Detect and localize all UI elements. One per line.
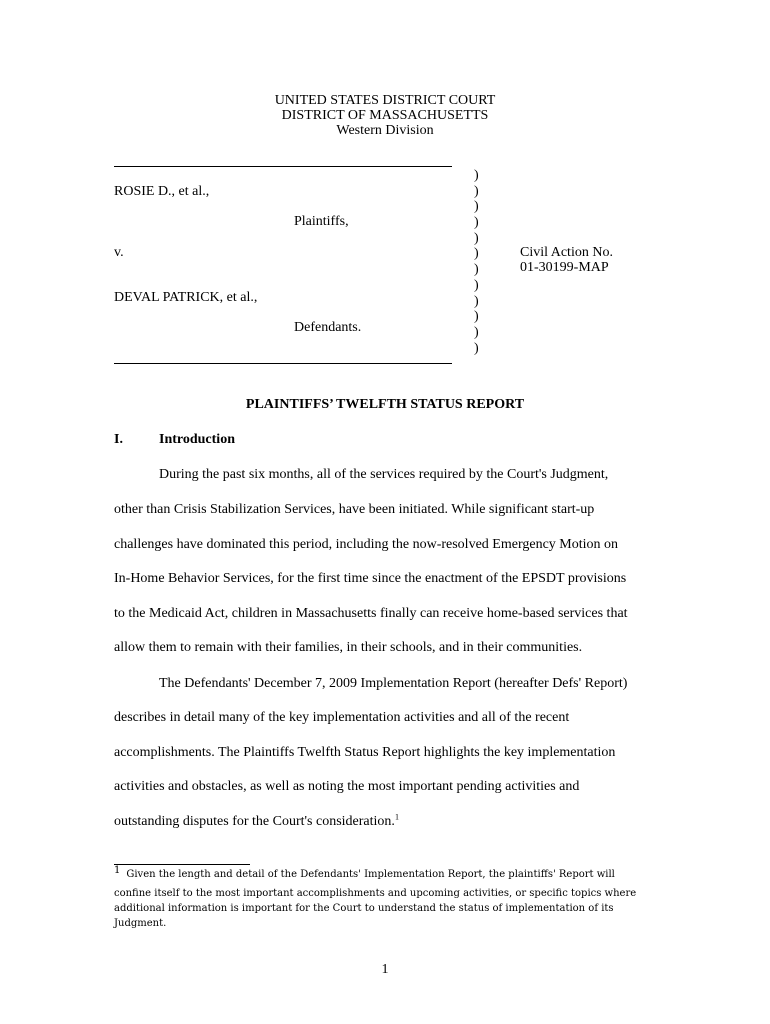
footnote-line: additional information is important for the Court to understand the status of implementation of its (114, 903, 614, 914)
caption-paren: ) (474, 262, 479, 278)
plaintiffs-label: Plaintiffs, (294, 214, 349, 229)
caption-paren: ) (474, 199, 479, 215)
defendants-label: Defendants. (294, 320, 362, 335)
footnote-line: Judgment. (114, 918, 167, 929)
court-division: Western Division (336, 123, 434, 138)
paragraph-1-line: In-Home Behavior Services, for the first time since the enactment of the EPSDT provisions (114, 571, 627, 586)
versus-label: v. (114, 245, 124, 260)
caption-paren: ) (474, 277, 479, 293)
footnote-separator (114, 864, 250, 865)
court-district: DISTRICT OF MASSACHUSETTS (281, 108, 489, 123)
paragraph-2-line: activities and obstacles, as well as noting the most important pending activities and (114, 779, 580, 794)
footnote-line: confine itself to the most important accomplishments and upcoming activities, or specific topics where (114, 888, 637, 899)
defendant-name: DEVAL PATRICK, et al., (114, 290, 258, 305)
page-number: 1 (381, 962, 389, 977)
paragraph-1-line: allow them to remain with their families, in their schools, and in their communities. (114, 640, 583, 655)
paragraph-2-line: The Defendants' December 7, 2009 Implementation Report (hereafter Defs' Report) (159, 676, 628, 691)
caption-paren: ) (474, 168, 479, 183)
paragraph-2-line: accomplishments. The Plaintiffs Twelfth Status Report highlights the key implementation (114, 745, 616, 760)
paragraph-2-line: outstanding disputes for the Court's consideration. (114, 814, 395, 829)
section-number: I. (114, 432, 123, 447)
caption-paren: ) (474, 215, 479, 231)
caption-top-rule (114, 166, 452, 167)
caption-paren-column (474, 168, 486, 356)
court-name: UNITED STATES DISTRICT COURT (274, 93, 496, 108)
caption-paren: ) (474, 309, 479, 325)
paragraph-2-line: describes in detail many of the key implementation activities and all of the recent (114, 710, 570, 725)
document-title: PLAINTIFFS’ TWELFTH STATUS REPORT (245, 397, 525, 412)
paragraph-1-line: to the Medicaid Act, children in Massachusetts finally can receive home-based services that (114, 606, 628, 621)
footnote-line: Given the length and detail of the Defendants' Implementation Report, the plaintiffs' Report will (126, 869, 615, 880)
footnote-number: 1 (114, 864, 121, 876)
civil-action-label: Civil Action No. (520, 245, 613, 260)
paragraph-2-last-line (114, 814, 399, 830)
footnote-reference[interactable]: 1 (394, 812, 399, 822)
section-title: Introduction (159, 432, 235, 447)
civil-action-number: 01-30199-MAP (520, 260, 609, 275)
paragraph-1-line: During the past six months, all of the services required by the Court's Judgment, (159, 467, 609, 482)
plaintiff-name: ROSIE D., et al., (114, 184, 210, 199)
footnote-first-line (114, 864, 615, 882)
caption-paren: ) (474, 324, 479, 340)
paragraph-1-line: other than Crisis Stabilization Services, have been initiated. While significant start-up (114, 502, 595, 517)
caption-paren: ) (474, 230, 479, 246)
caption-paren: ) (474, 293, 479, 309)
paragraph-1-line: challenges have dominated this period, including the now-resolved Emergency Motion on (114, 537, 619, 552)
caption-paren: ) (474, 340, 479, 356)
caption-paren: ) (474, 246, 479, 262)
caption-paren: ) (474, 183, 479, 199)
caption-bottom-rule (114, 363, 452, 364)
